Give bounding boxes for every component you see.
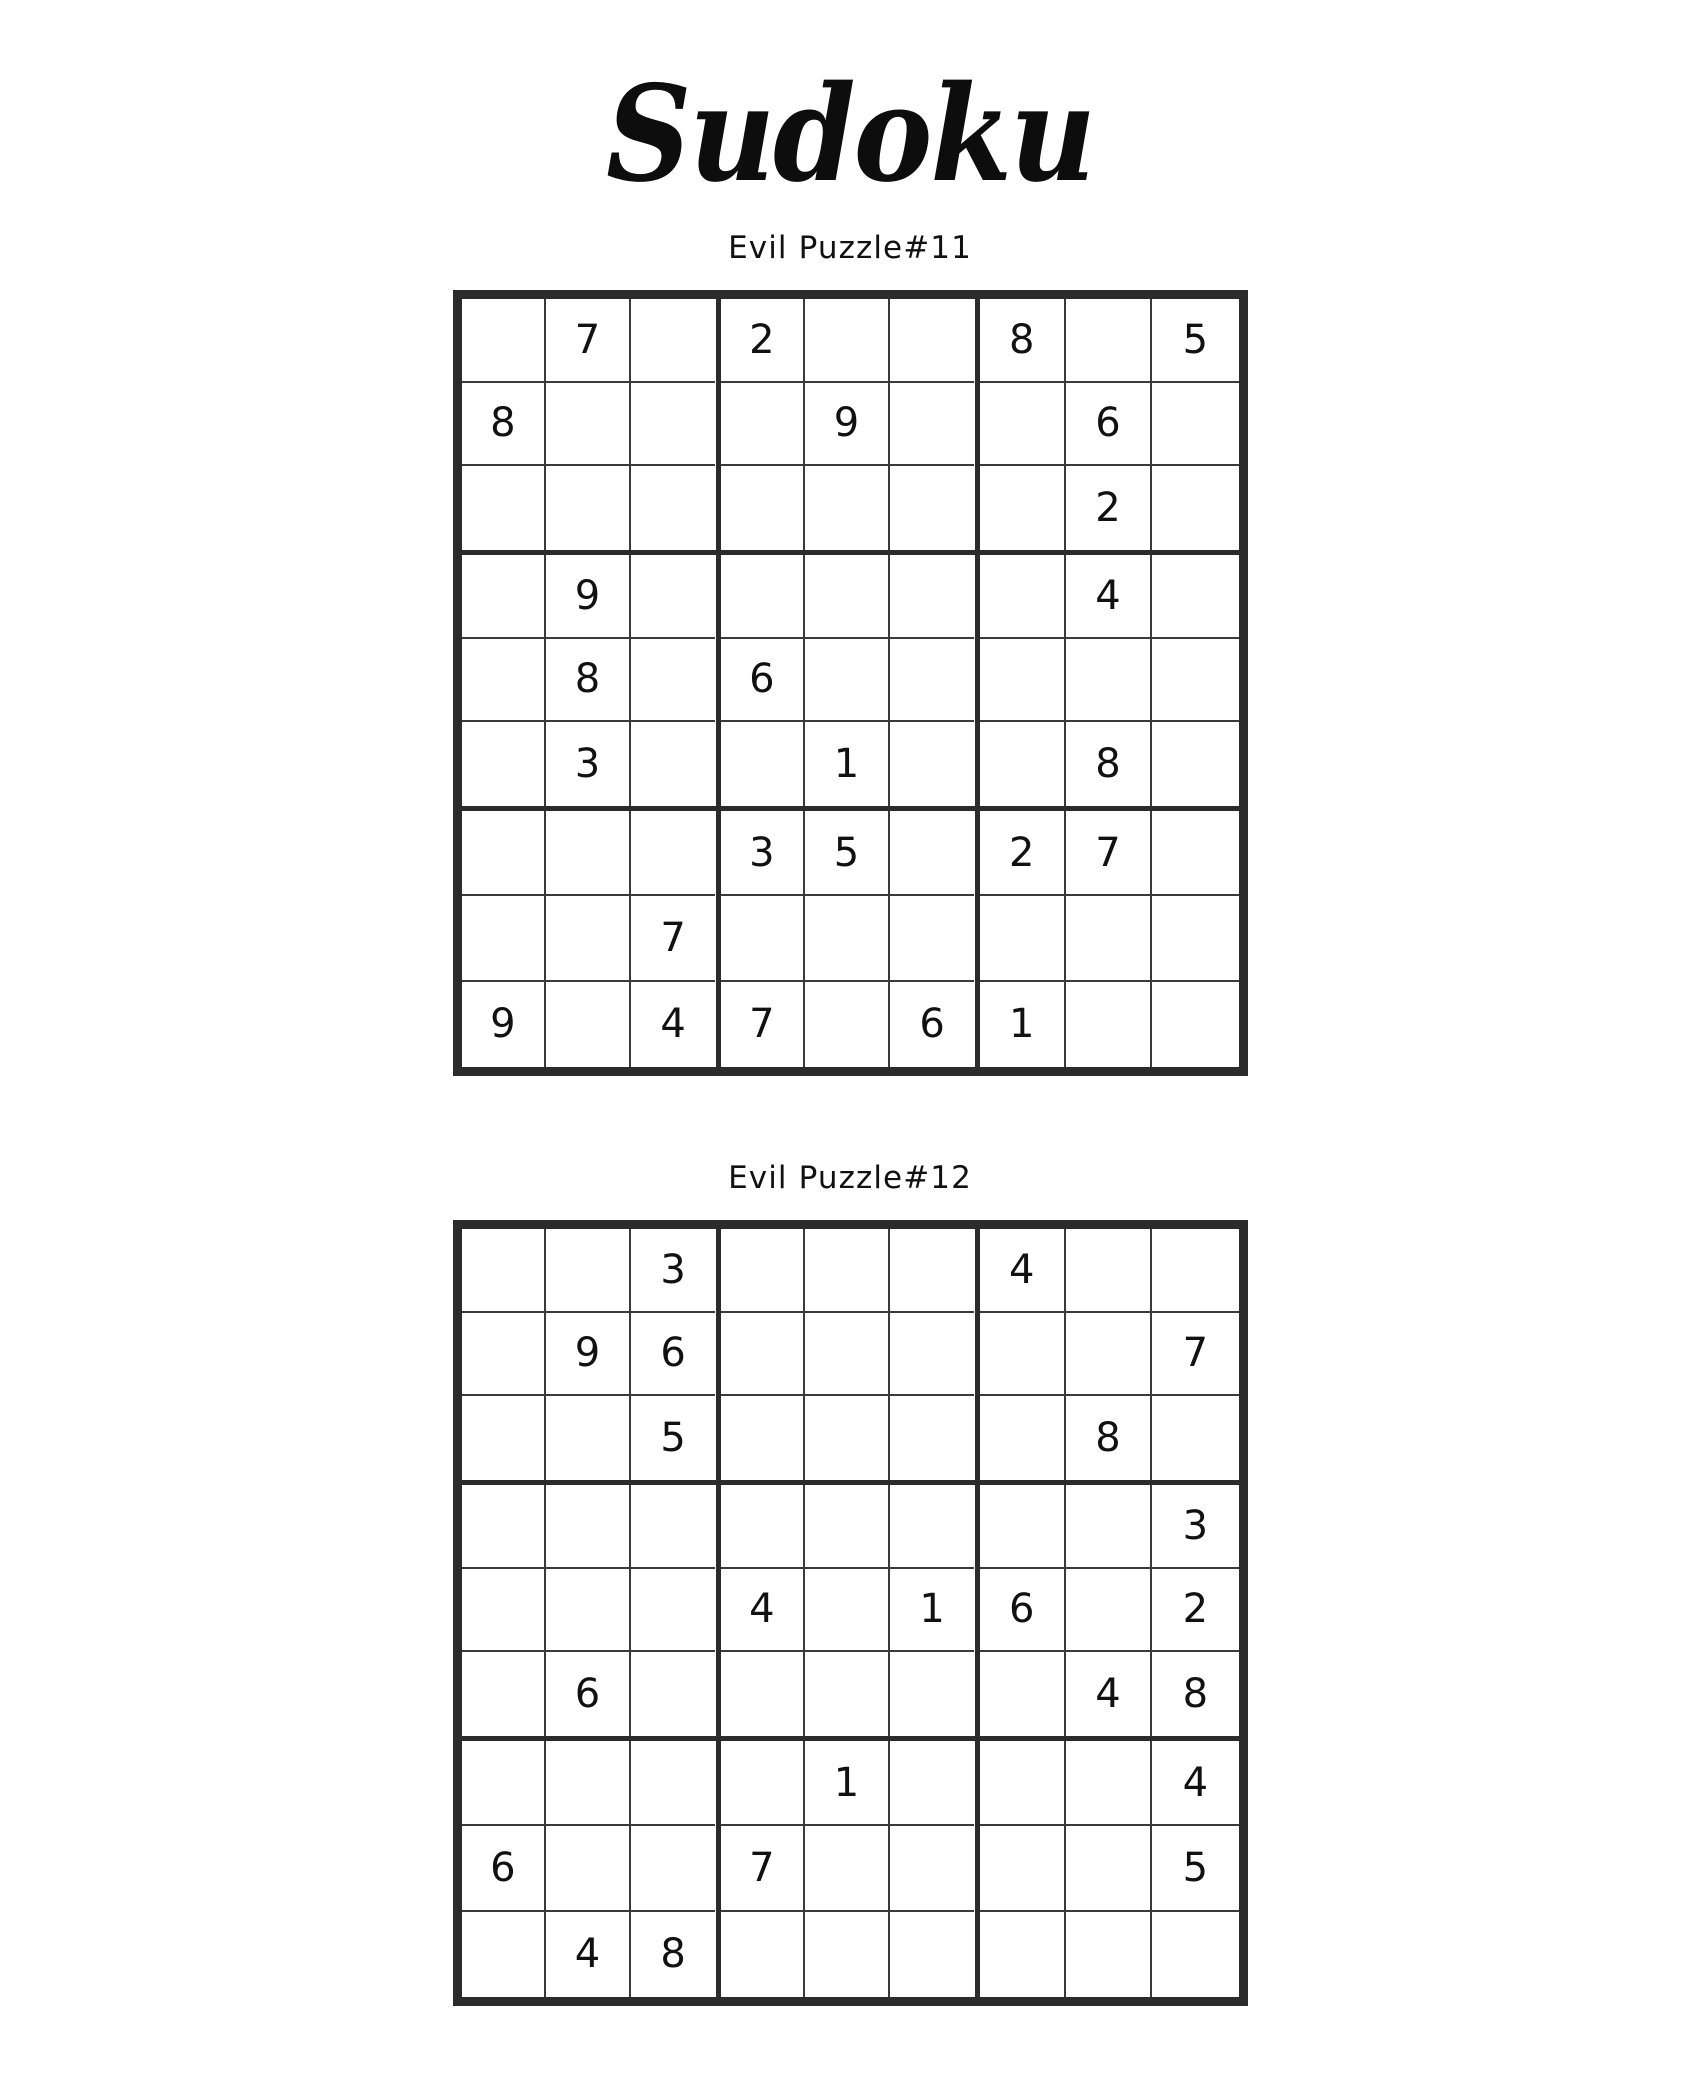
sudoku-cell[interactable]	[1152, 1229, 1238, 1313]
sudoku-cell[interactable]: 3	[1152, 1485, 1238, 1569]
sudoku-cell[interactable]	[462, 896, 547, 981]
sudoku-cell[interactable]	[980, 1396, 1066, 1480]
sudoku-cell[interactable]: 7	[631, 896, 716, 981]
sudoku-cell[interactable]: 7	[721, 982, 806, 1067]
sudoku-cell[interactable]	[1152, 466, 1238, 550]
sudoku-cell[interactable]	[631, 1826, 716, 1911]
sudoku-cell[interactable]	[980, 555, 1066, 639]
sudoku-cell[interactable]: 5	[805, 811, 890, 896]
sudoku-cell[interactable]: 8	[980, 299, 1066, 383]
sudoku-cell[interactable]	[1066, 1485, 1152, 1569]
sudoku-cell[interactable]: 1	[805, 722, 890, 806]
puzzle-label-2: Evil Puzzle#12	[728, 1160, 972, 1196]
sudoku-cell[interactable]	[631, 466, 716, 550]
sudoku-cell[interactable]	[890, 1313, 975, 1397]
sudoku-cell[interactable]: 6	[980, 1569, 1066, 1653]
sudoku-cell[interactable]	[980, 1912, 1066, 1997]
sudoku-cell[interactable]	[462, 299, 547, 383]
sudoku-cell[interactable]: 7	[1066, 811, 1152, 896]
sudoku-cell[interactable]	[1066, 1826, 1152, 1911]
sudoku-cell[interactable]: 2	[1152, 1569, 1238, 1653]
sudoku-cell[interactable]	[631, 722, 716, 806]
sudoku-cell[interactable]: 2	[980, 811, 1066, 896]
sudoku-cell[interactable]	[890, 639, 975, 723]
sudoku-cell[interactable]	[980, 1485, 1066, 1569]
sudoku-cell[interactable]	[890, 555, 975, 639]
sudoku-cell[interactable]	[1066, 1313, 1152, 1397]
sudoku-cell[interactable]: 8	[660, 1931, 686, 1978]
sudoku-box	[980, 1741, 1239, 1997]
sudoku-cell[interactable]	[890, 1912, 975, 1997]
sudoku-cell[interactable]	[980, 1826, 1066, 1911]
sudoku-cell[interactable]	[631, 1741, 716, 1826]
sudoku-cell[interactable]	[1152, 639, 1238, 723]
sudoku-cell[interactable]	[1066, 1912, 1152, 1997]
sudoku-cell[interactable]: 6	[631, 1313, 716, 1397]
sudoku-box	[721, 1229, 980, 1485]
sudoku-cell[interactable]	[546, 1741, 631, 1826]
sudoku-cell[interactable]	[980, 896, 1066, 981]
sudoku-cell[interactable]	[546, 982, 631, 1067]
sudoku-cell[interactable]	[805, 1396, 890, 1480]
sudoku-cell[interactable]: 1	[980, 982, 1066, 1067]
sudoku-cell[interactable]: 5	[1152, 1826, 1238, 1911]
sudoku-cell[interactable]	[1066, 1229, 1152, 1313]
sudoku-box	[721, 1485, 980, 1741]
sudoku-cell[interactable]	[462, 1396, 547, 1480]
sudoku-cell[interactable]: 9	[805, 383, 890, 467]
sudoku-cell[interactable]	[1066, 896, 1152, 981]
sudoku-box	[721, 1741, 980, 1997]
sudoku-cell[interactable]: 1	[890, 1569, 975, 1653]
sudoku-grid-1[interactable]	[453, 290, 1248, 1076]
sudoku-cell[interactable]	[546, 1485, 631, 1569]
sudoku-cell[interactable]	[1152, 1396, 1238, 1480]
sudoku-cell[interactable]	[890, 896, 975, 981]
sudoku-cell[interactable]	[980, 466, 1066, 550]
sudoku-cell[interactable]	[631, 1485, 716, 1569]
sudoku-cell[interactable]: 8	[1182, 1671, 1209, 1718]
sudoku-cell[interactable]	[805, 466, 890, 550]
sudoku-cell[interactable]	[462, 466, 547, 550]
sudoku-cell[interactable]: 4	[1066, 555, 1152, 639]
sudoku-cell[interactable]: 8	[546, 639, 631, 723]
sudoku-cell[interactable]	[890, 1826, 975, 1911]
puzzle-block-1	[453, 230, 1248, 1076]
sudoku-box	[462, 1485, 721, 1741]
sudoku-cell[interactable]	[1152, 811, 1238, 896]
sudoku-cell[interactable]	[546, 1569, 631, 1653]
sudoku-cell[interactable]	[1066, 1569, 1152, 1653]
sudoku-cell[interactable]	[890, 383, 975, 467]
sudoku-cell[interactable]	[1152, 982, 1238, 1067]
sudoku-cell[interactable]	[631, 639, 716, 723]
sudoku-cell[interactable]	[890, 722, 975, 806]
sudoku-box	[721, 811, 980, 1067]
puzzle-block-2	[453, 1160, 1248, 2006]
sudoku-cell[interactable]	[890, 1396, 975, 1480]
sudoku-cell[interactable]	[805, 1313, 890, 1397]
sudoku-cell[interactable]	[721, 1912, 806, 1997]
sudoku-box	[980, 811, 1239, 1067]
sudoku-cell[interactable]	[805, 639, 890, 723]
sudoku-box	[462, 1741, 721, 1997]
sudoku-cell[interactable]	[980, 722, 1066, 806]
sudoku-cell[interactable]	[631, 299, 716, 383]
sudoku-cell[interactable]	[546, 896, 631, 981]
sudoku-cell[interactable]	[980, 639, 1066, 723]
sudoku-cell[interactable]	[462, 722, 547, 806]
sudoku-cell[interactable]	[1152, 722, 1238, 806]
page-title: Sudoku	[606, 55, 1094, 212]
sudoku-cell[interactable]: 2	[721, 299, 806, 383]
sudoku-box	[721, 299, 980, 555]
sudoku-cell[interactable]: 3	[631, 1229, 716, 1313]
sudoku-box	[721, 555, 980, 811]
sudoku-cell[interactable]	[1066, 299, 1152, 383]
sudoku-cell[interactable]	[721, 383, 806, 467]
sudoku-cell[interactable]	[631, 1652, 716, 1736]
sudoku-cell[interactable]	[805, 1229, 890, 1313]
sudoku-cell[interactable]	[631, 555, 716, 639]
sudoku-cell[interactable]	[890, 466, 975, 550]
sudoku-cell[interactable]	[805, 1826, 890, 1911]
sudoku-cell[interactable]	[805, 982, 890, 1067]
sudoku-cell[interactable]	[890, 1485, 975, 1569]
sudoku-cell[interactable]: 8	[462, 383, 547, 467]
sudoku-cell[interactable]	[805, 1652, 890, 1736]
sudoku-cell[interactable]	[890, 1229, 975, 1313]
sudoku-cell[interactable]: 4	[660, 1001, 686, 1048]
sudoku-grid-2[interactable]	[453, 1220, 1248, 2006]
sudoku-cell[interactable]	[721, 466, 806, 550]
sudoku-cell[interactable]	[1066, 639, 1152, 723]
sudoku-cell[interactable]	[462, 639, 547, 723]
sudoku-cell[interactable]: 4	[721, 1569, 806, 1653]
sudoku-cell[interactable]: 9	[462, 982, 547, 1067]
sudoku-box	[980, 555, 1239, 811]
sudoku-cell[interactable]: 9	[546, 555, 631, 639]
sudoku-cell[interactable]	[721, 555, 806, 639]
sudoku-cell[interactable]	[890, 1741, 975, 1826]
sudoku-cell[interactable]	[721, 1741, 806, 1826]
sudoku-box	[462, 299, 721, 555]
sudoku-cell[interactable]	[1152, 383, 1238, 467]
sudoku-cell[interactable]	[462, 1652, 547, 1736]
sudoku-cell[interactable]	[980, 1313, 1066, 1397]
sudoku-cell[interactable]	[1066, 982, 1152, 1067]
sudoku-cell[interactable]	[980, 1741, 1066, 1826]
sudoku-cell[interactable]	[546, 811, 631, 896]
sudoku-cell[interactable]: 6	[1066, 383, 1152, 467]
sudoku-cell[interactable]	[721, 722, 806, 806]
sudoku-cell[interactable]	[631, 1569, 716, 1653]
sudoku-cell[interactable]: 6	[462, 1826, 547, 1911]
sudoku-box	[462, 1229, 721, 1485]
sudoku-cell[interactable]: 6	[721, 639, 806, 723]
puzzle-label-1: Evil Puzzle#11	[728, 230, 972, 266]
sudoku-cell[interactable]	[980, 383, 1066, 467]
sudoku-cell[interactable]	[890, 299, 975, 383]
sudoku-cell[interactable]	[1066, 1741, 1152, 1826]
sudoku-cell[interactable]: 9	[546, 1313, 631, 1397]
sudoku-cell[interactable]	[721, 1652, 806, 1736]
sudoku-cell[interactable]: 8	[1066, 722, 1152, 806]
sudoku-cell[interactable]: 4	[1066, 1652, 1152, 1736]
sudoku-cell[interactable]: 6	[919, 1001, 945, 1048]
sudoku-cell[interactable]	[805, 299, 890, 383]
sudoku-cell[interactable]	[805, 1569, 890, 1653]
sudoku-cell[interactable]	[462, 1912, 547, 1997]
sudoku-cell[interactable]	[980, 1652, 1066, 1736]
sudoku-cell[interactable]	[1152, 555, 1238, 639]
sudoku-cell[interactable]	[1152, 896, 1238, 981]
sudoku-cell[interactable]	[546, 1826, 631, 1911]
sudoku-cell[interactable]	[631, 811, 716, 896]
sudoku-cell[interactable]: 1	[805, 1741, 890, 1826]
sudoku-cell[interactable]	[805, 1912, 890, 1997]
sudoku-cell[interactable]: 7	[1152, 1313, 1238, 1397]
sudoku-cell[interactable]	[462, 811, 547, 896]
sudoku-cell[interactable]: 4	[1152, 1741, 1238, 1826]
sudoku-cell[interactable]: 3	[721, 811, 806, 896]
sudoku-box	[980, 1485, 1239, 1741]
sudoku-cell[interactable]	[462, 1569, 547, 1653]
sudoku-cell[interactable]	[721, 1229, 806, 1313]
sudoku-cell[interactable]: 7	[546, 299, 631, 383]
sudoku-cell[interactable]	[805, 555, 890, 639]
sudoku-cell[interactable]: 6	[546, 1652, 631, 1736]
sudoku-cell[interactable]	[462, 1313, 547, 1397]
sudoku-box	[462, 811, 721, 1067]
sudoku-cell[interactable]	[546, 383, 631, 467]
sudoku-cell[interactable]	[721, 1313, 806, 1397]
sudoku-cell[interactable]	[462, 1741, 547, 1826]
sudoku-cell[interactable]	[721, 1485, 806, 1569]
sudoku-cell[interactable]	[546, 1229, 631, 1313]
sudoku-cell[interactable]: 7	[721, 1826, 806, 1911]
sudoku-cell[interactable]	[1152, 1912, 1238, 1997]
sudoku-cell[interactable]	[631, 383, 716, 467]
sudoku-cell[interactable]	[721, 896, 806, 981]
sudoku-cell[interactable]	[462, 555, 547, 639]
sudoku-box	[980, 1229, 1239, 1485]
sudoku-box	[980, 299, 1239, 555]
sudoku-cell[interactable]	[462, 1485, 547, 1569]
sudoku-cell[interactable]: 4	[546, 1912, 631, 1997]
sudoku-cell[interactable]: 3	[546, 722, 631, 806]
sudoku-cell[interactable]: 4	[980, 1229, 1066, 1313]
sudoku-cell[interactable]	[721, 1396, 806, 1480]
sudoku-cell[interactable]: 5	[1152, 299, 1238, 383]
sudoku-box	[462, 555, 721, 811]
sudoku-cell[interactable]: 2	[1066, 466, 1152, 550]
sudoku-cell[interactable]	[462, 1229, 547, 1313]
sudoku-cell[interactable]: 5	[660, 1415, 686, 1462]
sudoku-cell[interactable]	[546, 1396, 631, 1480]
sudoku-cell[interactable]	[546, 466, 631, 550]
sudoku-cell[interactable]	[805, 896, 890, 981]
sudoku-cell[interactable]	[890, 1652, 975, 1736]
sudoku-cell[interactable]: 8	[1066, 1396, 1152, 1480]
sudoku-cell[interactable]	[805, 1485, 890, 1569]
sudoku-cell[interactable]	[890, 811, 975, 896]
